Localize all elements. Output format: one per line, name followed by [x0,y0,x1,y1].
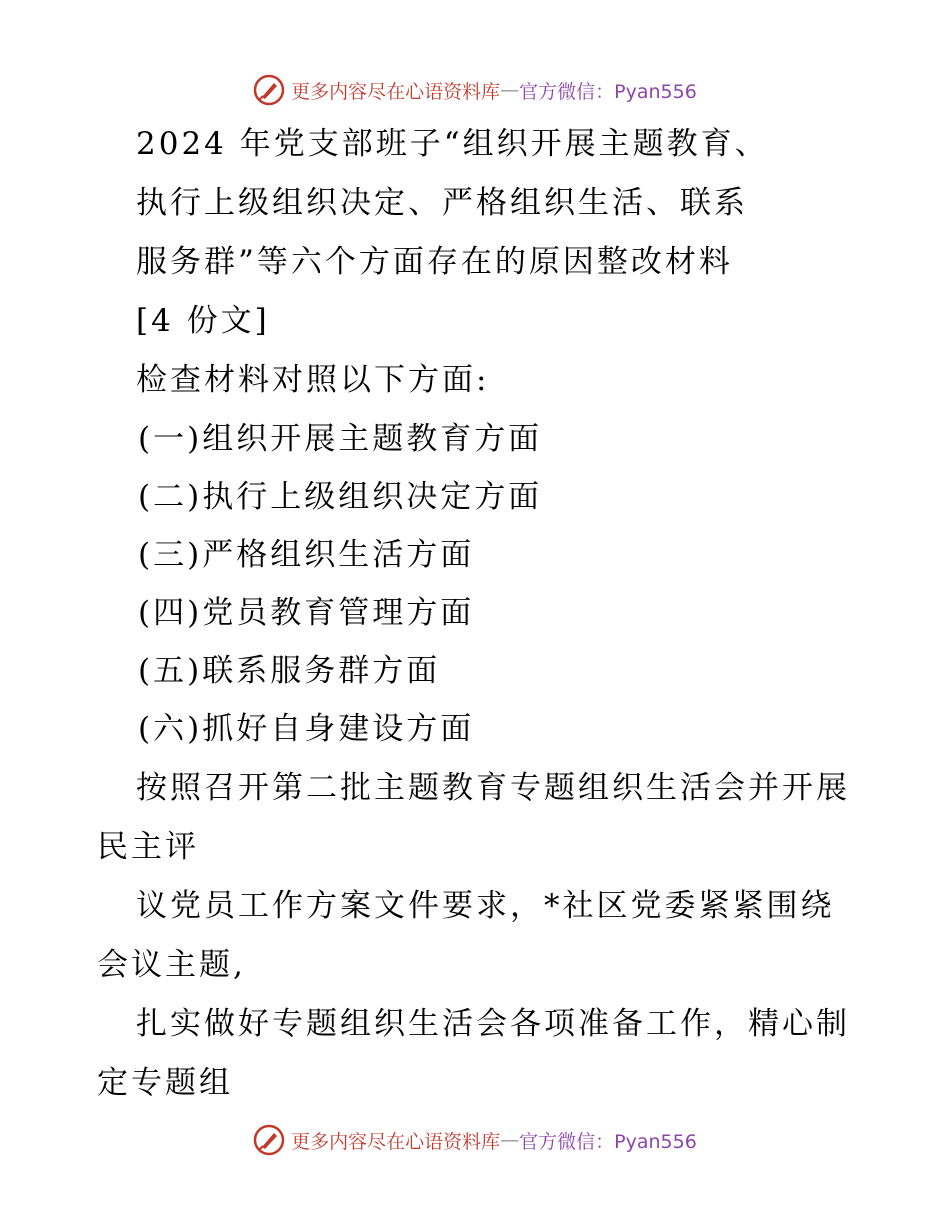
body-line: 民主评 [97,829,199,865]
watermark-wechat-text: 官方微信：Pyan556 [519,1130,697,1153]
header-watermark [0,72,950,108]
title-line-3: 服务群”等六个方面存在的原因整改材料 [136,244,733,280]
title-line-1: 2024 年党支部班子“组织开展主题教育、 [136,126,769,162]
watermark-site-text: 更多内容尽在心语资料库 [291,80,501,103]
list-item: (五)联系服务群方面 [138,653,441,689]
list-item: (二)执行上级组织决定方面 [138,479,543,515]
pen-logo-icon [253,1124,285,1156]
list-item: (六)抓好自身建设方面 [138,711,475,747]
pen-logo-icon [253,74,285,106]
watermark-wechat-text: 官方微信：Pyan556 [519,80,697,103]
list-item: (一)组织开展主题教育方面 [138,421,543,457]
body-line: 议党员工作方案文件要求，*社区党委紧紧围绕 [136,888,835,924]
footer-watermark [0,1122,950,1158]
body-line: 扎实做好专题组织生活会各项准备工作，精心制 [136,1006,850,1042]
body-line: 会议主题, [97,947,246,983]
body-line: 定专题组 [97,1065,233,1101]
list-item: (三)严格组织生活方面 [138,537,475,573]
title-line-4: [4 份文] [136,303,270,339]
intro-line: 检查材料对照以下方面: [136,362,490,398]
watermark-separator: — [500,79,520,101]
watermark-site-text: 更多内容尽在心语资料库 [291,1130,501,1153]
body-line: 按照召开第二批主题教育专题组织生活会并开展 [136,770,850,806]
title-line-2: 执行上级组织决定、严格组织生活、联系 [136,185,748,221]
list-item: (四)党员教育管理方面 [138,595,475,631]
watermark-separator: — [500,1129,520,1151]
